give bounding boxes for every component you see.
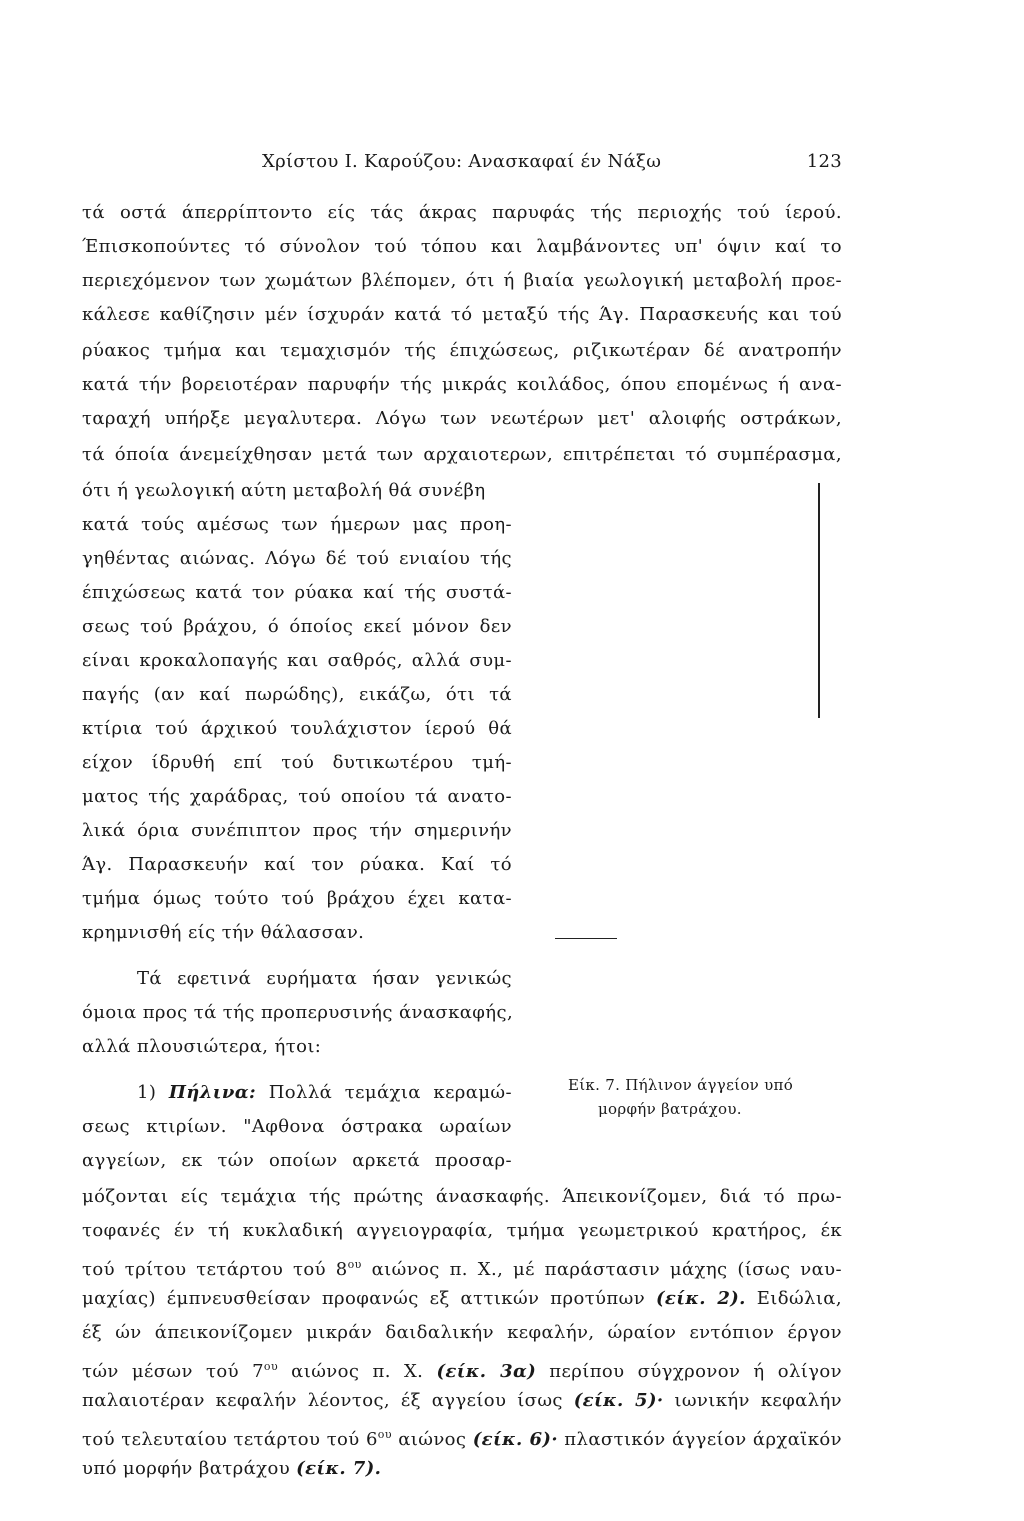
figure-reference: (είκ. 3α) — [436, 1361, 537, 1382]
item-text: Πολλά τεμάχια κεραμώ- — [268, 1082, 512, 1103]
text-segment: ιωνικήν κεφαλήν — [663, 1390, 842, 1411]
figure-border-line — [818, 483, 820, 718]
text-segment: αιώνος π. Χ., μέ παράστασιν μάχης (ίσως ναυ- — [361, 1259, 842, 1280]
text-line: παγής (αν καί πωρώδης), εικάζω, ότι τά — [82, 684, 512, 705]
text-line — [82, 1356, 842, 1383]
superscript: ου — [347, 1258, 362, 1271]
text-line: είχον ίδρυθή επί τού δυτικωτέρου τμή- — [82, 752, 512, 773]
text-line: περιεχόμενον των χωμάτων βλέπομεν, ότι ή βιαία γεωλογική μεταβολή προε- — [82, 270, 842, 291]
superscript: ου — [263, 1360, 279, 1373]
figure-rule — [555, 938, 617, 939]
figure-reference: (είκ. 5)· — [573, 1390, 664, 1411]
text-line: κατά τήν βορειοτέραν παρυφήν τής μικράς κοιλάδος, όπου επομένως ή ανα- — [82, 374, 842, 395]
text-line: Τά εφετινά ευρήματα ήσαν γενικώς — [137, 968, 512, 989]
text-line: όμοια προς τά τής προπερυσινής άνασκαφής, — [82, 1002, 514, 1023]
text-line: τά οστά άπερρίπτοντο είς τάς άκρας παρυφάς τής περιοχής τού ίερού. — [82, 202, 842, 223]
text-line: κάλεσε καθίζησιν μέν ίσχυράν κατά τό μεταξύ τής Άγ. Παρασκευής και τού — [82, 304, 842, 325]
text-line: τά όποία άνεμείχθησαν μετά των αρχαιοτερων, επιτρέπεται τό συμπέρασμα, — [82, 444, 842, 465]
page-number: 123 — [806, 151, 842, 172]
text-segment: τού τρίτου τετάρτου τού 8 — [82, 1259, 348, 1280]
text-line — [82, 1390, 842, 1412]
text-line: γηθέντας αιώνας. Λόγω δέ τού ενιαίου τής — [82, 548, 512, 569]
text-segment: περίπου σύγχρονον ή ολίγον — [536, 1361, 842, 1382]
text-segment: μαχίας) έμπνευσθείσαν προφανώς εξ αττικών προτύπων — [82, 1288, 656, 1309]
figure-reference: (είκ. 7). — [296, 1458, 382, 1479]
text-segment: πλαστικόν άγγείον άρχαϊκόν — [558, 1429, 842, 1450]
figure-caption-line2: μορφήν βατράχου. — [598, 1100, 742, 1118]
running-header — [262, 151, 842, 172]
text-line: έξ ών άπεικονίζομεν μικράν δαιδαλικήν κεφαλήν, ώραίον εντόπιον έργον — [82, 1322, 842, 1343]
text-segment: Ειδώλια, — [745, 1288, 842, 1309]
text-line: ότι ή γεωλογική αύτη μεταβολή θά συνέβη — [82, 480, 486, 501]
text-line: κρημνισθή είς τήν θάλασσαν. — [82, 922, 365, 943]
figure-caption-line1: Είκ. 7. Πήλινον άγγείον υπό — [568, 1076, 794, 1094]
item-number: 1) — [137, 1082, 157, 1103]
text-line: τμήμα όμως τούτο τού βράχου έχει κατα- — [82, 888, 512, 909]
text-line: ταραχή υπήρξε μεγαλυτερα. Λόγω των νεωτέρων μετ' αλοιφής οστράκων, — [82, 408, 842, 429]
text-segment: παλαιοτέραν κεφαλήν λέοντος, έξ αγγείου ίσως — [82, 1390, 574, 1411]
text-line — [82, 1424, 842, 1451]
figure-reference: (είκ. 2). — [655, 1288, 746, 1309]
text-line: Άγ. Παρασκευήν καί τον ρύακα. Καί τό — [82, 854, 512, 875]
list-item-pottery — [137, 1082, 512, 1104]
text-line: σεως κτιρίων. "Αφθονα όστρακα ωραίων — [82, 1116, 512, 1137]
text-line: Έπισκοπούντες τό σύνολον τού τόπου και λαμβάνοντες υπ' όψιν καί το — [82, 236, 842, 257]
text-line: λικά όρια συνέπιπτον προς τήν σημερινήν — [82, 820, 512, 841]
text-line — [82, 1288, 842, 1310]
text-line: είναι κροκαλοπαγής και σαθρός, αλλά συμ- — [82, 650, 512, 671]
figure-reference: (είκ. 6)· — [472, 1429, 558, 1450]
text-segment: τών μέσων τού 7 — [82, 1361, 264, 1382]
text-segment: αιώνος — [391, 1429, 473, 1450]
text-line: κτίρια τού άρχικού τουλάχιστον ίερού θά — [82, 718, 512, 739]
text-line: μόζονται είς τεμάχια τής πρώτης άνασκαφής. Άπεικονίζομεν, διά τό πρω- — [82, 1186, 842, 1207]
text-line: αλλά πλουσιώτερα, ήτοι: — [82, 1036, 322, 1057]
text-line: ματος τής χαράδρας, τού οποίου τά ανατο- — [82, 786, 512, 807]
superscript: ου — [377, 1428, 392, 1441]
running-title: Χρίστου Ι. Καρούζου: Ανασκαφαί έν Νάξω — [262, 151, 662, 172]
text-segment: τού τελευταίου τετάρτου τού 6 — [82, 1429, 378, 1450]
text-line — [82, 1458, 381, 1480]
text-line: τοφανές έν τή κυκλαδική αγγειογραφία, τμήμα γεωμετρικού κρατήρος, έκ — [82, 1220, 842, 1241]
text-line: κατά τούς αμέσως των ήμερων μας προη- — [82, 514, 512, 535]
text-line — [82, 1254, 842, 1281]
text-line: έπιχώσεως κατά τον ρύακα καί τής συστά- — [82, 582, 512, 603]
text-line: ρύακος τμήμα και τεμαχισμόν τής έπιχώσεως, ριζικωτέραν δέ ανατροπήν — [82, 340, 842, 361]
text-segment: υπό μορφήν βατράχου — [82, 1458, 297, 1479]
text-line: σεως τού βράχου, ό όποίος εκεί μόνον δεν — [82, 616, 512, 637]
text-line: αγγείων, εκ τών οποίων αρκετά προσαρ- — [82, 1150, 512, 1171]
item-label: Πήλινα: — [168, 1082, 257, 1103]
text-segment: αιώνος π. Χ. — [278, 1361, 437, 1382]
